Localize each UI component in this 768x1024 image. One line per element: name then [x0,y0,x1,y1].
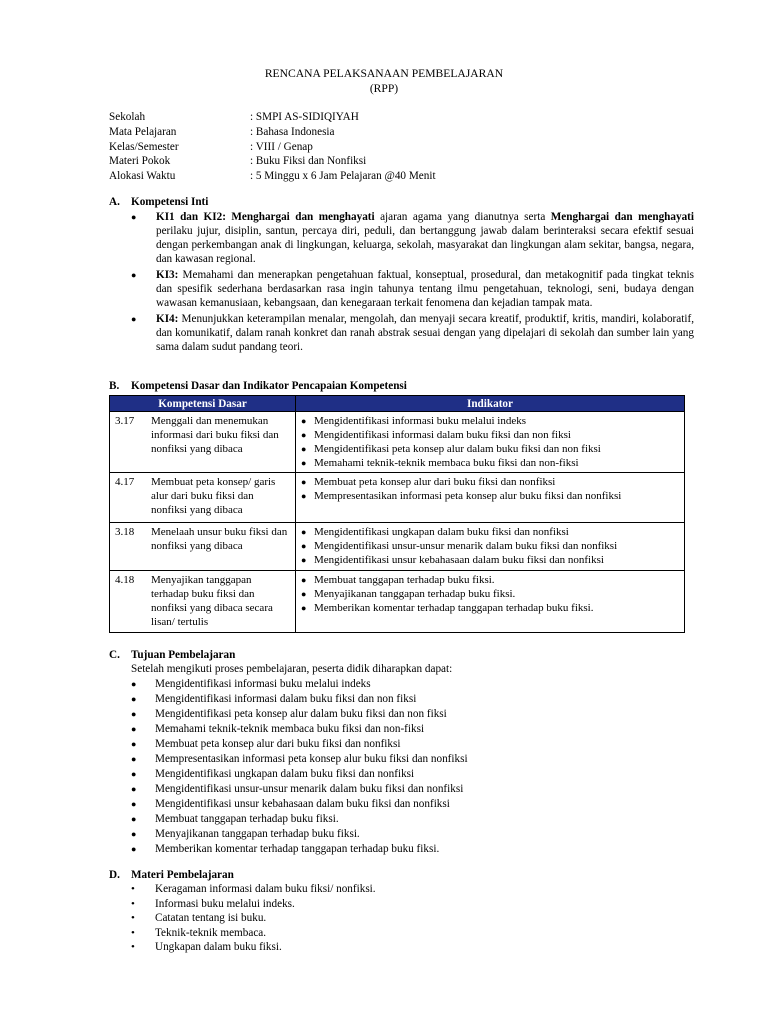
identity-value: : SMPI AS-SIDIQIYAH [250,111,359,123]
identity-key: Mata Pelajaran [109,125,177,138]
list-item: ● Memahami teknik-teknik membaca buku fiksi dan non-fiksi [301,457,579,469]
list-item: ● Mengidentifikasi unsur-unsur menarik dalam buku fiksi dan nonfiksi [131,783,464,795]
identity-value: : Bahasa Indonesia [250,125,335,138]
section-letter: D. [109,869,120,881]
identity-key: Alokasi Waktu [109,170,176,183]
identity-row [109,140,436,155]
section-title: Kompetensi Dasar dan Indikator Pencapaian Kompetensi [131,380,407,392]
materials-list [131,882,376,955]
table-cell [110,523,296,571]
list-item: ● Mengidentifikasi informasi buku melalui indeks [131,678,371,690]
kd-text: Menyajikan tanggapan terhadap buku fiksi dan nonfiksi yang dibaca secara lisan/ tertulis [151,574,273,628]
ki-item: ● KI1 dan KI2: Menghargai dan menghayati ajaran agama yang dianutnya serta Menghargai dan menghayati perilaku jujur, disiplin, santun, percaya diri, peduli, dan bertanggung jawab dalam berinteraksi secara efektif sesuai dengan perkembangan anak di lingkungan, keluarga, sekolah, masyarakat dan lingkungan alam sekitar, bangsa, negara, dan kawasan regional. [131,211,695,265]
table-row [110,571,685,633]
ki-list [131,210,694,356]
table-cell [296,412,685,473]
section-letter: A. [109,196,120,208]
bullet-icon: • [131,883,135,895]
list-item: ● Mempresentasikan informasi peta konsep alur buku fiksi dan nonfiksi [301,490,622,502]
section-title: Materi Pembelajaran [131,869,234,881]
table-header: Indikator [296,396,685,412]
kd-text: Menelaah unsur buku fiksi dan nonfiksi yang dibaca [151,526,288,552]
bullet-icon: ● [131,314,137,324]
table-cell [110,571,296,633]
list-item: ● Mengidentifikasi informasi dalam buku fiksi dan non fiksi [301,429,571,441]
list-item: ● Menyajikanan tanggapan terhadap buku fiksi. [131,828,360,840]
bullet-icon: ● [131,754,137,764]
bullet-icon: ● [131,724,137,734]
section-a-heading [109,195,208,209]
bullet-icon: • [131,912,135,924]
table-header: Kompetensi Dasar [110,396,296,412]
list-item: ● Mengidentifikasi unsur kebahasaan dalam buku fiksi dan nonfiksi [131,798,450,810]
section-letter: C. [109,649,120,661]
bullet-icon: ● [301,575,307,585]
list-item: ● Membuat tanggapan terhadap buku fiksi. [131,813,339,825]
bullet-icon: ● [131,829,137,839]
kd-number: 4.17 [115,476,135,488]
bullet-icon: ● [301,527,307,537]
bullet-icon: ● [301,555,307,565]
table-row [110,473,685,523]
list-item: ● Memahami teknik-teknik membaca buku fiksi dan non-fiksi [131,723,425,735]
bullet-icon: ● [131,844,137,854]
bullet-icon: ● [301,430,307,440]
section-b-heading [109,379,407,393]
table-cell [110,412,296,473]
bullet-icon: ● [131,799,137,809]
title-line-1: RENCANA PELAKSANAAN PEMBELAJARAN [264,67,504,80]
section-d-heading [109,868,234,882]
list-item: • Informasi buku melalui indeks. [131,897,295,910]
ki-item: ● KI3: Memahami dan menerapkan pengetahuan faktual, konseptual, prosedural, dan metakognitif pada tingkat teknis dan spesifik sederhana berdasarkan rasa ingin tahunya tentang ilmu pengetahuan, teknologi, seni, budaya dengan wawasan kemanusiaan, kebangsaan, dan kenegaraan terkait fenomena dan kejadian tampak mata. [131,269,694,309]
bullet-icon: ● [131,769,137,779]
bullet-icon: ● [131,709,137,719]
bullet-icon: • [131,941,135,953]
section-title: Tujuan Pembelajaran [131,649,236,661]
list-item: ● Memberikan komentar terhadap tanggapan terhadap buku fiksi. [301,602,594,614]
list-item: ● Memberikan komentar terhadap tanggapan terhadap buku fiksi. [131,843,440,855]
list-item: ● Mengidentifikasi peta konsep alur dalam buku fiksi dan non fiksi [301,443,601,455]
title-line-2: (RPP) [369,82,399,95]
identity-row [109,110,436,125]
identity-value: : Buku Fiksi dan Nonfiksi [250,155,367,168]
objectives-intro: Setelah mengikuti proses pembelajaran, peserta didik diharapkan dapat: [131,663,453,675]
bullet-icon: ● [131,679,137,689]
kd-number: 4.18 [115,574,135,586]
objectives-list [131,677,468,857]
list-item: ● Menyajikanan tanggapan terhadap buku fiksi. [301,588,516,600]
bullet-icon: ● [131,212,137,222]
bullet-icon: ● [301,458,307,468]
identity-value: : VIII / Genap [250,140,313,153]
list-item: ● Mengidentifikasi informasi dalam buku fiksi dan non fiksi [131,693,417,705]
list-item: • Ungkapan dalam buku fiksi. [131,941,282,953]
bullet-icon: ● [131,739,137,749]
list-item: ● Mengidentifikasi informasi buku melalui indeks [301,415,527,427]
table-cell [110,473,296,523]
bullet-icon: ● [301,444,307,454]
kd-number: 3.18 [115,526,135,538]
list-item: ● Mengidentifikasi peta konsep alur dalam buku fiksi dan non fiksi [131,708,447,720]
bullet-icon: ● [301,603,307,613]
bullet-icon: • [131,926,135,939]
bullet-icon: ● [131,270,137,280]
bullet-icon: ● [301,541,307,551]
bullet-icon: ● [301,589,307,599]
list-item: ● Membuat peta konsep alur dari buku fiksi dan nonfiksi [131,738,401,750]
bullet-icon: ● [301,416,307,426]
bullet-icon: ● [301,491,307,501]
list-item: ● Mengidentifikasi unsur kebahasaan dalam buku fiksi dan nonfiksi [301,554,604,566]
list-item: ● Mengidentifikasi unsur-unsur menarik dalam buku fiksi dan nonfiksi [301,540,618,552]
table-row [110,523,685,571]
ki-item: ● KI4: Menunjukkan keterampilan menalar, mengolah, dan menyaji secara kreatif, produktif, kritis, mandiri, kolaboratif, dan komunikatif, dalam ranah konkret dan ranah abstrak sesuai dengan yang dipelajari di sekolah dan sumber lain yang sama dalam sudut pandang teori. [131,313,694,353]
section-c-heading [109,648,235,662]
table-cell [296,523,685,571]
list-item: ● Membuat tanggapan terhadap buku fiksi. [301,574,495,586]
bullet-icon: ● [131,784,137,794]
kd-text: Menggali dan menemukan informasi dari buku fiksi dan nonfiksi yang dibaca [151,415,279,455]
list-item: ● Mempresentasikan informasi peta konsep alur buku fiksi dan nonfiksi [131,753,468,765]
bullet-icon: ● [301,477,307,487]
document-title [0,67,768,97]
identity-key: Materi Pokok [109,155,171,168]
identity-block [109,110,436,184]
kd-text: Membuat peta konsep/ garis alur dari buku fiksi dan nonfiksi yang dibaca [151,476,276,516]
list-item: • Catatan tentang isi buku. [131,912,267,924]
bullet-icon: ● [131,814,137,824]
list-item: ● Mengidentifikasi ungkapan dalam buku fiksi dan nonfiksi [301,526,569,538]
kd-number: 3.17 [115,415,135,427]
list-item: • Keragaman informasi dalam buku fiksi/ nonfiksi. [131,883,376,895]
identity-key: Kelas/Semester [109,140,179,153]
list-item: ● Membuat peta konsep alur dari buku fiksi dan nonfiksi [301,476,556,488]
bullet-icon: • [131,897,135,910]
identity-value: : 5 Minggu x 6 Jam Pelajaran @40 Menit [250,170,436,183]
table-header-row [110,396,685,412]
list-item: ● Mengidentifikasi ungkapan dalam buku fiksi dan nonfiksi [131,768,415,780]
table-cell [296,571,685,633]
bullet-icon: ● [131,694,137,704]
section-letter: B. [109,380,120,392]
identity-key: Sekolah [109,111,146,123]
list-item: • Teknik-teknik membaca. [131,926,267,939]
identity-row [109,154,436,169]
identity-row [109,125,436,140]
identity-row [109,169,436,184]
table-row [110,412,685,473]
table-cell [296,473,685,523]
competency-table [109,395,685,633]
section-title: Kompetensi Inti [131,196,209,208]
